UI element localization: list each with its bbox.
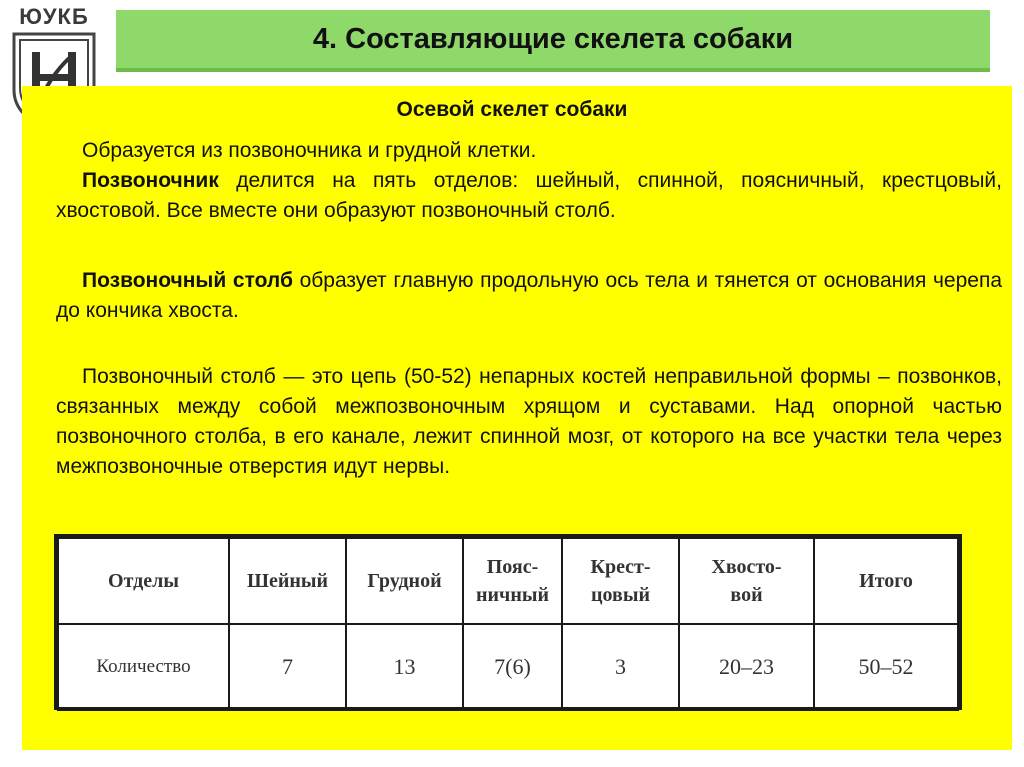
term-spine: Позвоночник bbox=[82, 169, 219, 192]
vertebrae-table bbox=[54, 534, 962, 710]
section-subtitle: Осевой скелет собаки bbox=[396, 98, 628, 121]
title-bar bbox=[116, 10, 990, 72]
header-cell: Итого bbox=[814, 538, 958, 624]
table-cell: 7(6) bbox=[463, 624, 562, 710]
paragraph-vertebrae bbox=[56, 362, 1002, 482]
table-cell: 20–23 bbox=[679, 624, 814, 710]
header-cell: Пояс- ничный bbox=[463, 538, 562, 624]
paragraph-intro-text: Образуется из позвоночника и грудной клетки. bbox=[82, 139, 537, 162]
table-cell: 13 bbox=[346, 624, 463, 710]
header-cell: Отделы bbox=[58, 538, 229, 624]
table-header-row bbox=[58, 538, 958, 624]
paragraph-intro bbox=[56, 136, 1002, 166]
table-cell: 3 bbox=[562, 624, 679, 710]
logo-text: ЮУКБ bbox=[19, 4, 89, 29]
paragraph-spine bbox=[56, 166, 1002, 226]
table-cell: 50–52 bbox=[814, 624, 958, 710]
paragraph-column bbox=[56, 266, 1002, 326]
header-cell: Хвосто- вой bbox=[679, 538, 814, 624]
paragraph-spine-text: делится на пять отделов: шейный, спинной, поясничный, крестцовый, хвостовой. Все вместе они образуют позвоночный столб. bbox=[56, 169, 1002, 222]
header-cell: Крест- цовый bbox=[562, 538, 679, 624]
paragraph-vertebrae-text: Позвоночный столб — это цепь (50-52) непарных костей неправильной формы – позвонков, связанных между собой межпозвоночным хрящом и суставами. Над опорной частью позвоночного столба, в его канале, лежит спинной мозг, от которого на все участки тела через межпозвоночные отверстия идут нервы. bbox=[56, 365, 1002, 478]
header-cell: Шейный bbox=[229, 538, 346, 624]
header-cell: Грудной bbox=[346, 538, 463, 624]
table-cell: 7 bbox=[229, 624, 346, 710]
row-label-cell: Количество bbox=[58, 624, 229, 710]
page-title: 4. Составляющие скелета собаки bbox=[312, 22, 794, 55]
table-row bbox=[58, 624, 958, 710]
term-column: Позвоночный столб bbox=[82, 269, 293, 292]
paragraph-column-text: образует главную продольную ось тела и тянется от основания черепа до кончика хвоста. bbox=[56, 269, 1002, 322]
